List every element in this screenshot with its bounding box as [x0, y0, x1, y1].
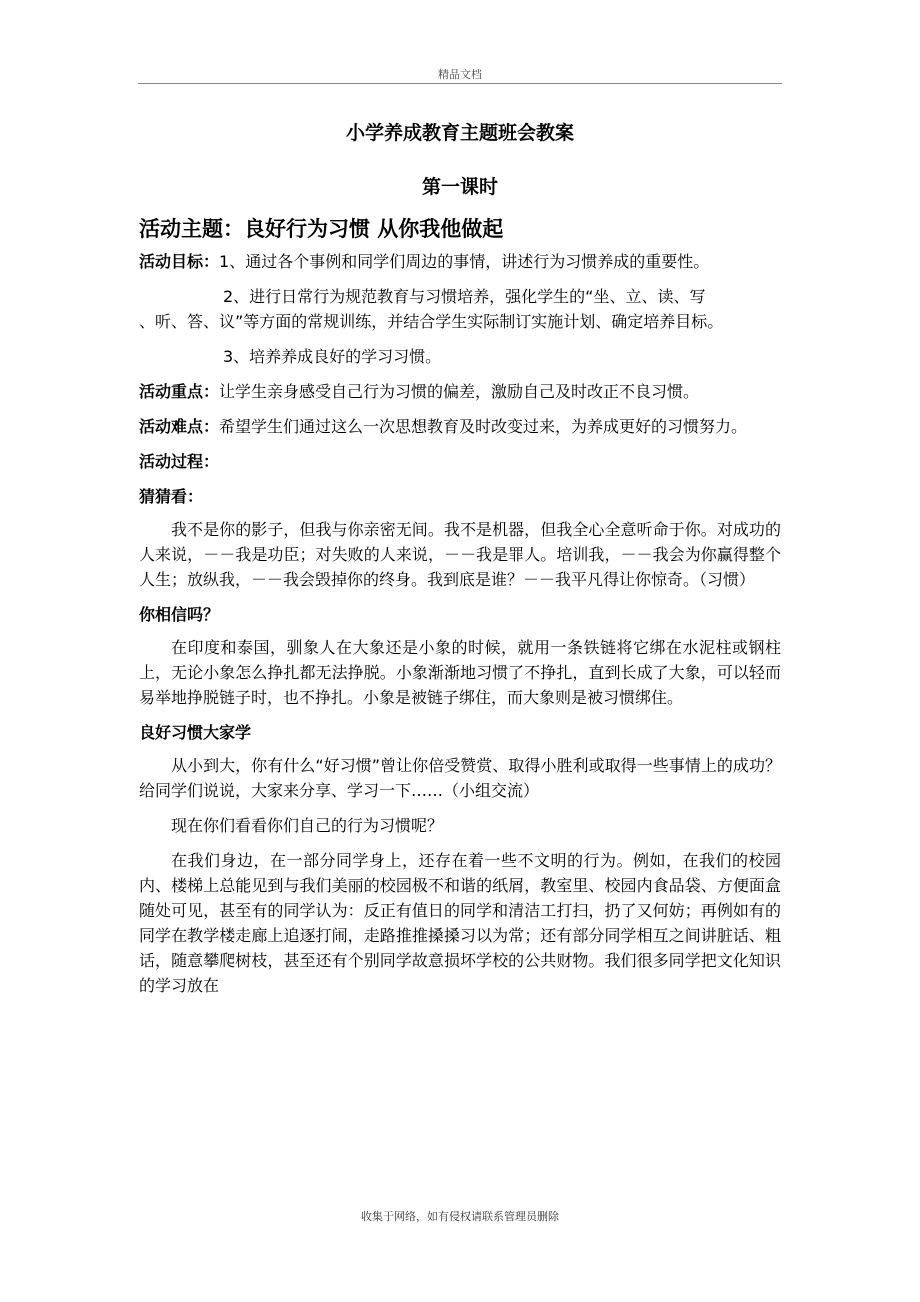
activity-goal-2 [139, 284, 781, 334]
goal-label: 活动目标： [139, 252, 220, 271]
learn-paragraph-2: 现在你们看看你们自己的行为习惯呢？ [171, 816, 444, 835]
learn-heading: 良好习惯大家学 [139, 723, 252, 742]
guess-heading: 猜猜看： [139, 487, 204, 506]
key-text: 让学生亲身感受自己行为习惯的偏差，激励自己及时改正不良习惯。 [219, 382, 700, 401]
activity-goal-1 [139, 249, 781, 274]
believe-paragraph: 在印度和泰国，驯象人在大象还是小象的时候，就用一条铁链将它绑在水泥柱或钢柱上，无论小象怎么挣扎都无法挣脱。小象渐渐地习惯了不挣扎，直到长成了大象，可以轻而易举地挣脱链子时，也不挣扎。小象是被链子绑住，而大象则是被习惯绑住。 [139, 638, 781, 707]
goal-2-rest: 、听、答、议”等方面的常规训练，并结合学生实际制订实施计划、确定培养目标。 [139, 312, 724, 331]
document-body [139, 118, 781, 1008]
goal-1-text: 1、通过各个事例和同学们周边的事情，讲述行为习惯养成的重要性。 [219, 252, 710, 271]
activity-goal-3: 3、培养养成良好的学习习惯。 [223, 347, 442, 366]
activity-key-point [139, 379, 781, 404]
key-label: 活动重点： [139, 382, 220, 401]
page-header: 精品文档 [438, 68, 482, 81]
page-footer: 收集于网络，如有侵权请联系管理员删除 [361, 1210, 559, 1223]
header-divider [138, 83, 782, 84]
activity-theme: 活动主题：良好行为习惯 从你我他做起 [139, 217, 504, 241]
document-title: 小学养成教育主题班会教案 [345, 122, 574, 144]
believe-heading: 你相信吗？ [139, 605, 220, 624]
difficulty-text: 希望学生们通过这么一次思想教育及时改变过来，为养成更好的习惯努力。 [219, 417, 748, 436]
goal-2-first-line: 2、进行日常行为规范教育与习惯培养，强化学生的“坐、立、读、写 [223, 287, 706, 306]
guess-paragraph: 我不是你的影子，但我与你亲密无间。我不是机器，但我全心全意听命于你。对成功的人来说，－－我是功臣；对失败的人来说，－－我是罪人。培训我，－－我会为你赢得整个人生；放纵我，－－我会毁掉你的终身。我到底是谁？－－我平凡得让你惊奇。（习惯） [139, 520, 781, 589]
learn-paragraph-3: 在我们身边，在一部分同学身上，还存在着一些不文明的行为。例如，在我们的校园内、楼梯上总能见到与我们美丽的校园极不和谐的纸屑，教室里、校园内食品袋、方便面盒随处可见，甚至有的同学认为：反正有值日的同学和清洁工打扫，扔了又何妨；再例如有的同学在教学楼走廊上追逐打闹，走路推推搡搡习以为常；还有部分同学相互之间讲脏话、粗话，随意攀爬树枝，甚至还有个别同学故意损坏学校的公共财物。我们很多同学把文化知识的学习放在 [139, 851, 781, 995]
learn-paragraph-1: 从小到大，你有什么“好习惯”曾让你倍受赞赏、取得小胜利或取得一些事情上的成功？给同学们说说，大家来分享、学习一下……（小组交流） [139, 756, 781, 800]
activity-process-label: 活动过程： [139, 452, 220, 471]
document-subtitle: 第一课时 [421, 176, 498, 198]
activity-difficulty [139, 414, 781, 439]
difficulty-label: 活动难点： [139, 417, 220, 436]
